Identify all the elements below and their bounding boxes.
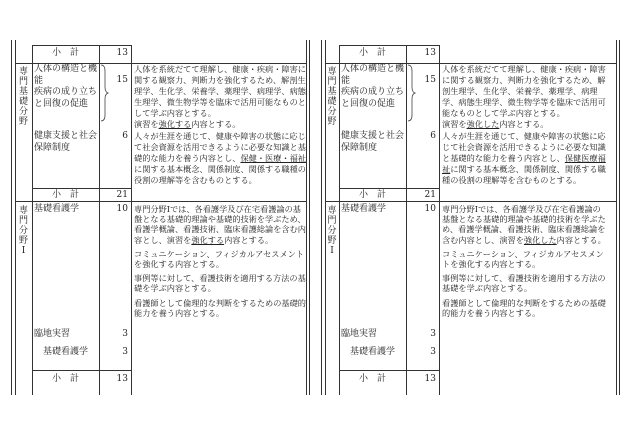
text-segment: して学ぶ内容とする。 xyxy=(134,108,216,118)
text-segment: 学、病態生理学、微生物学等を臨床で活用可 xyxy=(442,97,606,107)
subtotal-label: 小 計 xyxy=(51,190,79,200)
text-segment: トを強化する内容とする。 xyxy=(442,258,541,269)
subject-description xyxy=(442,64,606,130)
desc-line xyxy=(442,273,606,283)
subject-name-line: 人体の構造と機 xyxy=(341,64,405,74)
horizontal-rule xyxy=(339,45,440,46)
practicum-credits: 3 xyxy=(122,329,128,339)
text-segment: 演習を xyxy=(442,119,467,129)
text-segment: 役割の理解等を含むものとする。 xyxy=(134,175,257,185)
horizontal-rule xyxy=(339,188,440,189)
text-segment: 理学、生化学、栄養学、薬理学、病理学、病態 xyxy=(134,86,306,96)
text-segment: 専門分野Ⅰでは、各看護学及び在宅看護論の基 xyxy=(134,204,301,214)
text-segment: 内容とする。 xyxy=(499,119,549,129)
desc-line xyxy=(442,249,604,259)
text-segment: 的能力を養う内容とする。 xyxy=(442,307,541,318)
desc-line xyxy=(442,175,606,186)
underlined-text: 祉 xyxy=(442,164,451,174)
desc-line xyxy=(442,142,606,153)
subject-name-line: 疾病の成り立ち xyxy=(34,87,98,97)
text-segment: 種の役割の理解等を含むものとする。 xyxy=(442,175,582,185)
desc-line xyxy=(134,204,306,214)
desc-line xyxy=(442,298,606,308)
practicum-sub-label: 基礎看護学 xyxy=(350,347,396,357)
text-segment: 人体を系統だてて理解し、健康・疾病・障害 xyxy=(442,64,606,74)
underlined-text: 保健医療福 xyxy=(564,153,606,163)
subject-name-line: 疾病の成り立ち xyxy=(341,87,405,97)
desc-line xyxy=(134,214,306,224)
subject-description xyxy=(134,204,306,245)
text-segment: 基礎を学ぶ内容とする。 xyxy=(442,283,533,294)
brace-icon xyxy=(100,63,110,123)
desc-line xyxy=(134,142,306,153)
subtotal-label: 小 計 xyxy=(51,48,79,58)
subject-description xyxy=(134,273,306,293)
category-label: 専門基礎分野 xyxy=(327,67,337,127)
text-segment: 人体を系統だてて理解し、健康・疾病・障害に xyxy=(134,64,306,74)
vertical-rule xyxy=(439,45,440,395)
desc-line xyxy=(442,204,606,214)
subject-description xyxy=(442,273,606,293)
subject-name-line: 能 xyxy=(341,75,351,86)
practicum-sub-credits: 3 xyxy=(430,347,436,357)
subject-name-line: 能 xyxy=(34,75,44,86)
text-segment: 内容とする。 xyxy=(224,234,274,245)
horizontal-rule xyxy=(339,370,440,371)
subtotal-credits: 21 xyxy=(116,190,128,200)
subtotal-label: 小 計 xyxy=(358,190,386,200)
subject-name-line: 健康支援と社会 xyxy=(34,131,98,141)
vertical-rule xyxy=(131,45,132,395)
text-segment: を強化する内容とする。 xyxy=(134,258,225,269)
text-segment: 剖生理学、生化学、栄養学、薬理学、病理 xyxy=(442,86,598,96)
text-segment: 礎的な能力を養う内容とし、 xyxy=(134,153,241,163)
desc-line xyxy=(134,308,306,318)
text-segment: 人々が生涯を通じて、健康や障害の状態に応 xyxy=(442,131,606,141)
horizontal-rule xyxy=(32,188,132,189)
text-segment: じて社会資源を活用できるように必要な知識 xyxy=(442,142,606,152)
horizontal-rule xyxy=(32,45,132,46)
desc-line xyxy=(134,259,304,269)
text-segment: コミュニケーション、フィジカルアセスメン xyxy=(442,248,604,259)
text-segment: 内容とする。 xyxy=(556,234,606,245)
text-segment: め、看護学概論、看護技術、臨床看護総論を xyxy=(442,224,606,235)
text-segment: 容とし、演習を xyxy=(134,234,192,245)
desc-line xyxy=(134,224,306,234)
text-segment: 盤となる基礎的理論や基礎的技術を学ぶため、 xyxy=(134,214,306,225)
text-segment: 事例等に対して、看護技術を適用する方法の xyxy=(442,273,606,284)
desc-line xyxy=(442,108,606,119)
horizontal-rule xyxy=(15,201,307,202)
text-segment: 基盤となる基礎的理論や基礎的技術を学ぶた xyxy=(442,214,606,225)
text-segment: 看護学概論、看護技術、臨床看護総論を含む内 xyxy=(134,224,306,235)
desc-line xyxy=(134,249,304,259)
desc-line xyxy=(134,64,306,75)
subject-name-line: 人体の構造と機 xyxy=(34,64,98,74)
desc-line xyxy=(442,153,606,164)
text-segment: 事例等に対して、看護技術を適用する方法の基 xyxy=(134,273,306,284)
subtotal-label: 小 計 xyxy=(358,374,386,384)
vertical-rule xyxy=(321,40,322,395)
underlined-text: 強化する xyxy=(191,234,225,245)
text-segment: 能力を養う内容とする。 xyxy=(134,307,225,318)
subject-description xyxy=(442,204,606,245)
text-segment: 専門分野Ⅰでは、各看護学及び在宅看護論の xyxy=(442,204,601,214)
text-segment: に関する観察力、判断力を強化するため、解 xyxy=(442,75,606,85)
subtotal-credits: 13 xyxy=(424,374,436,384)
vertical-rule xyxy=(339,45,340,395)
subject-name-line: 保障制度 xyxy=(341,142,378,153)
text-segment: に関する基本概念、関係制度、関係する職 xyxy=(450,164,606,174)
practicum-sub-label: 基礎看護学 xyxy=(43,347,89,357)
vertical-rule xyxy=(616,40,617,395)
text-segment: 看護師として倫理的な判断をするための基礎的 xyxy=(134,297,306,308)
subject-credits: 15 xyxy=(116,75,128,85)
subtotal-label: 小 計 xyxy=(51,374,79,384)
underlined-text: 強化する xyxy=(158,119,192,129)
desc-line xyxy=(134,153,306,164)
text-segment: 含む内容とし、演習を xyxy=(442,234,524,245)
desc-line xyxy=(134,119,306,130)
subject-credits: 6 xyxy=(122,131,128,141)
text-segment: 内容とする。 xyxy=(191,119,241,129)
category-label: 専門分野Ⅰ xyxy=(18,206,28,256)
desc-line xyxy=(134,273,306,283)
text-segment: 看護師として倫理的な判断をするための基礎 xyxy=(442,297,606,308)
desc-line xyxy=(442,283,606,293)
subtotal-label: 小 計 xyxy=(358,48,386,58)
desc-line xyxy=(442,86,606,97)
desc-line xyxy=(442,75,606,86)
desc-line xyxy=(134,108,306,119)
text-segment: に関する基本概念、関係制度、関係する職種の xyxy=(134,164,306,174)
subject-description xyxy=(442,298,606,318)
desc-line xyxy=(134,86,306,97)
underlined-text: 強化した xyxy=(523,234,557,245)
practicum-sub-credits: 3 xyxy=(122,347,128,357)
practicum-label: 臨地実習 xyxy=(341,329,378,339)
horizontal-rule xyxy=(32,370,132,371)
subject-description xyxy=(134,131,306,186)
desc-line xyxy=(134,75,306,86)
subject-description xyxy=(134,298,306,318)
practicum-credits: 3 xyxy=(430,329,436,339)
desc-line xyxy=(442,259,604,269)
desc-line xyxy=(442,224,606,234)
desc-line xyxy=(442,64,606,75)
subject-description xyxy=(442,131,606,186)
underlined-text: 保健・医療・福祉 xyxy=(240,153,306,163)
text-segment: と基礎的な能力を養う内容とし、 xyxy=(442,153,565,163)
subject-credits: 6 xyxy=(430,131,436,141)
desc-line xyxy=(134,235,306,245)
subject-name-line: と回復の促進 xyxy=(34,98,89,109)
desc-line xyxy=(134,283,306,293)
subject-name: 基礎看護学 xyxy=(34,204,80,214)
vertical-rule xyxy=(32,45,33,395)
subtotal-credits: 21 xyxy=(424,190,436,200)
desc-line xyxy=(442,97,606,108)
underlined-text: 強化した xyxy=(466,119,500,129)
vertical-rule xyxy=(11,40,12,395)
subtotal-credits: 13 xyxy=(116,48,128,58)
category-label: 専門基礎分野 xyxy=(18,67,28,127)
subject-name: 基礎看護学 xyxy=(341,204,387,214)
subject-description xyxy=(442,249,604,269)
category-label: 専門分野Ⅰ xyxy=(327,206,337,256)
subject-name-line: と回復の促進 xyxy=(341,98,396,109)
subject-credits: 10 xyxy=(116,204,128,214)
subject-description xyxy=(134,64,306,130)
subject-credits: 10 xyxy=(424,204,436,214)
subject-name-line: 保障制度 xyxy=(34,142,71,153)
vertical-rule xyxy=(619,40,620,395)
desc-line xyxy=(134,164,306,175)
subtotal-credits: 13 xyxy=(424,48,436,58)
text-segment: 関する観察力、判断力を強化するため、解剖生 xyxy=(134,75,306,85)
desc-line xyxy=(134,97,306,108)
desc-line xyxy=(442,214,606,224)
vertical-rule xyxy=(306,40,307,395)
subject-name-line: 健康支援と社会 xyxy=(341,131,405,141)
subject-description xyxy=(134,249,304,269)
text-segment: コミュニケーション、フィジカルアセスメント xyxy=(134,248,305,259)
horizontal-rule xyxy=(325,201,617,202)
subject-credits: 15 xyxy=(424,75,436,85)
text-segment: 演習を xyxy=(134,119,159,129)
text-segment: て社会資源を活用できるように必要な知識と基 xyxy=(134,142,306,152)
desc-line xyxy=(442,164,606,175)
desc-line xyxy=(134,131,306,142)
desc-line xyxy=(442,235,606,245)
text-segment: 能なものとして学ぶ内容とする。 xyxy=(442,108,565,118)
desc-line xyxy=(134,175,306,186)
desc-line xyxy=(442,119,606,130)
desc-line xyxy=(134,298,306,308)
text-segment: 生理学、微生物学等を臨床で活用可能なものと xyxy=(134,97,306,107)
text-segment: 礎を学ぶ内容とする。 xyxy=(134,283,216,294)
desc-line xyxy=(442,131,606,142)
brace-icon xyxy=(407,63,417,123)
subtotal-credits: 13 xyxy=(116,374,128,384)
vertical-rule xyxy=(15,40,16,395)
text-segment: 人々が生涯を通じて、健康や障害の状態に応じ xyxy=(134,131,306,141)
vertical-rule xyxy=(309,40,310,395)
desc-line xyxy=(442,308,606,318)
practicum-label: 臨地実習 xyxy=(34,329,71,339)
